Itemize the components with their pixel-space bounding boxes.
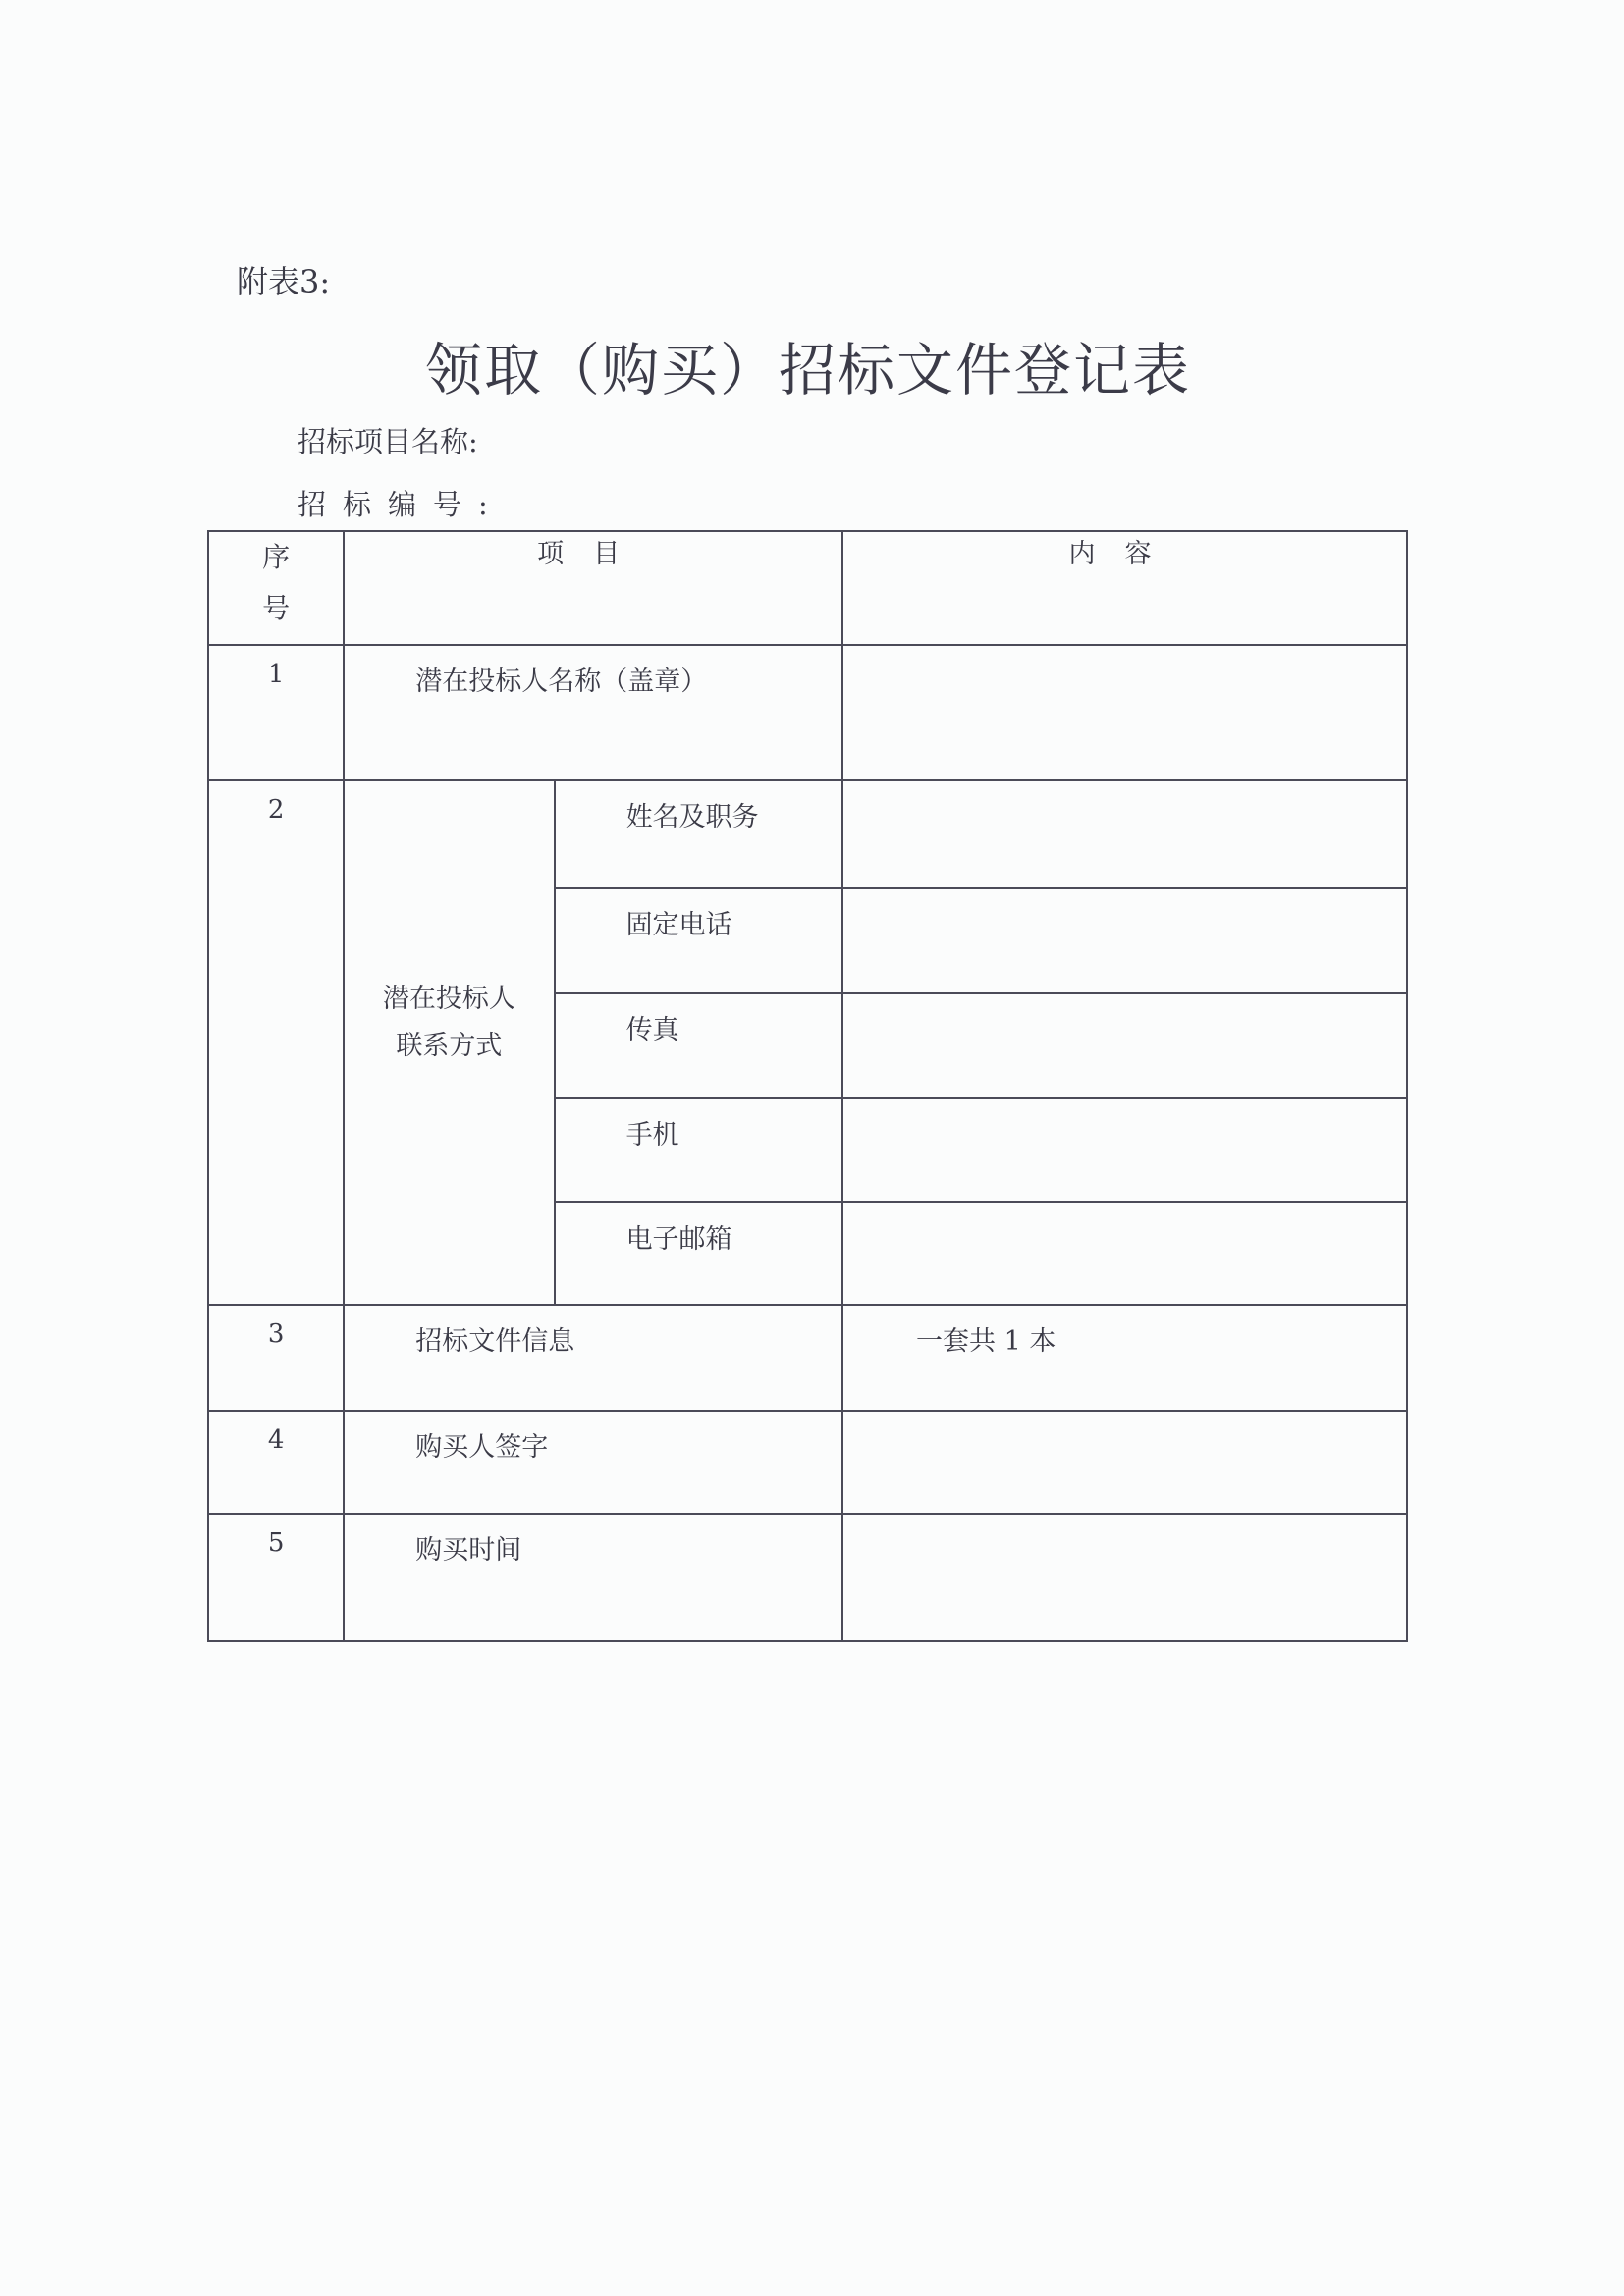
row-4-label: 购买人签字 — [344, 1411, 842, 1514]
table-row — [208, 1305, 1407, 1411]
row-4-content[interactable] — [842, 1411, 1407, 1514]
row-5-content[interactable] — [842, 1514, 1407, 1641]
header-no — [208, 531, 344, 645]
row-2-group-label — [344, 780, 554, 1305]
row-2-sub-fax-content[interactable] — [842, 993, 1407, 1098]
table-row — [208, 780, 1407, 888]
project-code-colon: : — [478, 488, 488, 521]
project-name-field: 招标项目名称: — [298, 425, 478, 458]
table-header-row — [208, 531, 1407, 645]
annex-label: 附表3: — [237, 263, 331, 300]
row-3-no: 3 — [208, 1305, 344, 1411]
row-2-sub-email-content[interactable] — [842, 1202, 1407, 1305]
row-3-label: 招标文件信息 — [344, 1305, 842, 1411]
row-2-sub-landline: 固定电话 — [555, 888, 842, 993]
registration-table — [207, 530, 1408, 1642]
row-5-label: 购买时间 — [344, 1514, 842, 1641]
project-code-label: 招标编号 — [298, 488, 479, 521]
header-content: 内容 — [842, 531, 1407, 645]
row-2-group-line2: 联系方式 — [396, 1031, 503, 1061]
row-1-no: 1 — [208, 645, 344, 780]
table-row — [208, 1411, 1407, 1514]
row-5-no: 5 — [208, 1514, 344, 1641]
row-1-content[interactable] — [842, 645, 1407, 780]
row-2-sub-mobile-content[interactable] — [842, 1098, 1407, 1202]
header-item: 项目 — [344, 531, 842, 645]
row-2-sub-fax: 传真 — [555, 993, 842, 1098]
row-2-sub-name-title: 姓名及职务 — [555, 780, 842, 888]
row-2-group-line1: 潜在投标人 — [382, 984, 515, 1014]
header-no-top: 序 — [262, 541, 291, 573]
row-2-sub-email: 电子邮箱 — [555, 1202, 842, 1305]
row-4-no: 4 — [208, 1411, 344, 1514]
table-row — [208, 1514, 1407, 1641]
row-1-label: 潜在投标人名称（盖章） — [344, 645, 842, 780]
header-no-bottom: 号 — [262, 592, 291, 624]
row-2-no: 2 — [208, 780, 344, 1305]
row-2-sub-landline-content[interactable] — [842, 888, 1407, 993]
row-3-content: 一套共 1 本 — [842, 1305, 1407, 1411]
table-row — [208, 645, 1407, 780]
row-2-sub-name-title-content[interactable] — [842, 780, 1407, 888]
row-2-sub-mobile: 手机 — [555, 1098, 842, 1202]
form-title — [0, 324, 1624, 406]
form-title-text: 领取（购买）招标文件登记表 — [424, 337, 1191, 403]
project-code-field — [298, 483, 488, 523]
